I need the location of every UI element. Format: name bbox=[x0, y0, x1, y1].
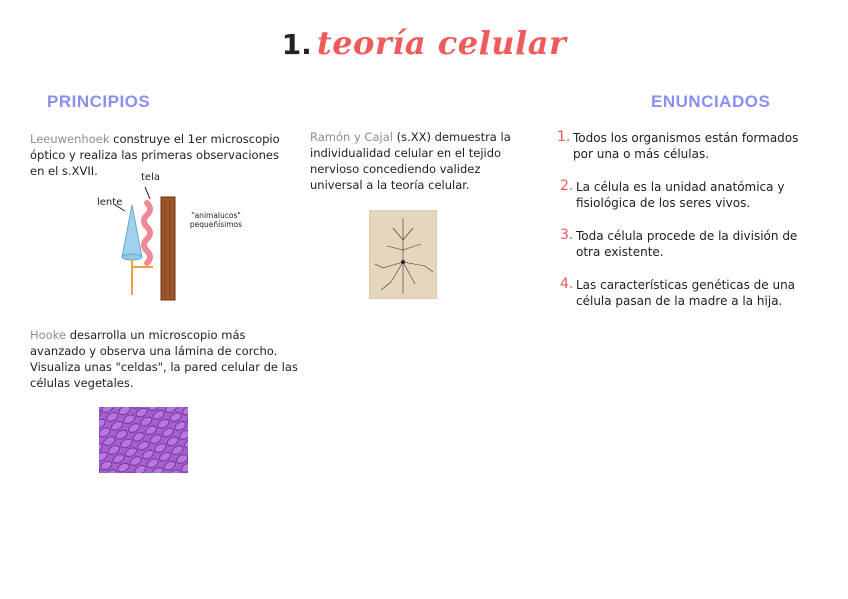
leeuwenhoek-text: construye el 1er microscopio óptico y realiza las primeras observaciones en el s.XVII. bbox=[30, 132, 280, 178]
enunciado-item-1 bbox=[557, 130, 822, 162]
label-animalculos: "animalucos" pequeñísimos bbox=[189, 211, 243, 229]
ramon-text: (s.XX) demuestra la individualidad celular en el tejido nervioso concediendo validez universal a la teoría celular. bbox=[310, 130, 511, 192]
cork-cells-icon bbox=[99, 407, 188, 473]
enunciado-item-3 bbox=[560, 228, 825, 260]
enunciado-number: 1. bbox=[557, 129, 571, 145]
page-title bbox=[0, 24, 848, 62]
title-text: teoría celular bbox=[316, 24, 567, 62]
title-number: 1. bbox=[281, 28, 312, 61]
hooke-text: desarrolla un microscopio más avanzado y observa una lámina de corcho. Visualiza unas "celdas", la pared celular de las células vegetales. bbox=[30, 328, 298, 390]
label-tela: tela bbox=[141, 172, 160, 183]
enunciado-text: La célula es la unidad anatómica y fisiológica de los seres vivos. bbox=[576, 180, 785, 210]
enunciado-item-4 bbox=[560, 277, 825, 309]
enunciado-text: Todos los organismos están formados por una o más células. bbox=[573, 131, 799, 161]
neuron-drawing-icon bbox=[369, 210, 437, 299]
heading-enunciados: ENUNCIADOS bbox=[651, 92, 771, 111]
enunciado-text: Toda célula procede de la división de otra existente. bbox=[576, 229, 798, 259]
leeuwenhoek-name: Leeuwenhoek bbox=[30, 132, 110, 146]
enunciado-number: 3. bbox=[560, 227, 574, 243]
microscope-diagram-icon bbox=[95, 175, 185, 305]
leeuwenhoek-paragraph bbox=[30, 131, 292, 179]
hooke-name: Hooke bbox=[30, 328, 67, 342]
enunciado-item-2 bbox=[560, 179, 825, 211]
ramon-name: Ramón y Cajal bbox=[310, 130, 393, 144]
enunciado-number: 2. bbox=[560, 178, 574, 194]
label-lente: lente bbox=[97, 197, 123, 208]
ramon-paragraph bbox=[310, 129, 520, 193]
enunciado-number: 4. bbox=[560, 276, 574, 292]
heading-principios: PRINCIPIOS bbox=[47, 92, 151, 111]
enunciado-text: Las características genéticas de una célula pasan de la madre a la hija. bbox=[576, 278, 796, 308]
hooke-paragraph bbox=[30, 327, 300, 391]
